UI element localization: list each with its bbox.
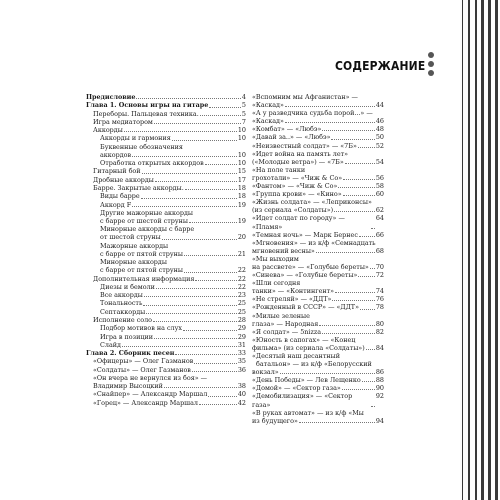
toc-entry-page-number: 90: [375, 384, 384, 393]
toc-left-entry: [86, 176, 246, 184]
toc-entry-label: «Рожденный в СССР» — «ДДТ»: [252, 303, 359, 312]
toc-right-entry: [252, 190, 384, 198]
toc-entry-page-number: 80: [375, 319, 384, 328]
toc-right-entry: [252, 352, 384, 376]
toc-entry-label: Дополнительная информация: [93, 274, 195, 283]
toc-entry-page-number: 10: [237, 159, 246, 168]
toc-entry-page-number: 4: [241, 93, 246, 101]
dot-leader: [334, 206, 375, 212]
dot-leader: [143, 299, 236, 305]
toc-entry-label-line: «Шли сегодня: [252, 279, 301, 288]
toc-entry-page-number: 18: [237, 192, 246, 201]
dot-leader: [358, 142, 375, 148]
toc-entry-label: от шестой струны: [100, 233, 161, 242]
toc-right-entry: [252, 384, 384, 392]
toc-entry-page-number: 33: [237, 349, 246, 358]
toc-left-entry: [86, 134, 246, 142]
toc-right-entry: [252, 295, 384, 303]
toc-left-entry: [86, 349, 246, 357]
toc-entry-page-number: 52: [375, 141, 384, 150]
toc-right-entry: [252, 133, 384, 141]
toc-left-entry: [86, 126, 246, 134]
toc-entry-page-number: 40: [237, 390, 246, 399]
toc-entry-label: «Солдаты» — Олег Газманов: [93, 365, 191, 374]
toc-entry-label: Виды барре: [100, 192, 140, 201]
toc-entry-label: «Я солдат» — 5nizza: [252, 327, 322, 336]
decorative-dots: [428, 52, 436, 79]
toc-entry-page-number: 5: [241, 101, 246, 110]
toc-entry-page-number: 29: [237, 324, 246, 333]
toc-entry-page-number: 58: [375, 182, 384, 191]
toc-entry-label-line: «В руках автомат» — из к/ф «Мы: [252, 408, 364, 417]
dot-leader: [195, 275, 237, 281]
dot-leader: [205, 159, 237, 165]
toc-right-entry: [252, 93, 384, 109]
toc-entry-label: Дробные аккорды: [93, 175, 154, 184]
toc-entry-label-line: «А у разведчика судьба порой...» —: [252, 109, 373, 118]
dot-leader: [189, 217, 237, 223]
toc-entry-label: Глава 1. Основы игры на гитаре: [86, 101, 209, 110]
toc-entry-label-line: «На поле танки: [252, 165, 306, 174]
toc-right-entry: [252, 392, 384, 408]
dot-leader: [371, 214, 375, 228]
toc-entry-label: Гитарный бой: [93, 167, 141, 176]
toc-entry-label: Исполнение соло: [93, 316, 153, 324]
toc-entry-label: «Давай за..» — «Любэ»: [252, 133, 331, 142]
toc-entry-label-line: «Мы выходим: [252, 254, 299, 263]
toc-entry-label: Все аккорды: [100, 291, 143, 300]
dot-leader: [199, 399, 237, 405]
dot-leader: [141, 192, 237, 198]
toc-right-entry: [252, 336, 384, 352]
toc-entry-page-number: 19: [237, 200, 246, 209]
dot-leader: [338, 182, 374, 188]
toc-entry-page-number: 94: [375, 416, 384, 425]
toc-entry-label: «Синева» — «Голубые береты»: [252, 271, 358, 280]
toc-entry-label: Отработка открытых аккордов: [100, 159, 204, 168]
toc-entry-page-number: 15: [237, 167, 246, 176]
toc-entry-label: «Фантом» — «Чиж & Со»: [252, 182, 338, 191]
toc-left-entry: [86, 324, 246, 332]
toc-left-entry: [86, 101, 246, 109]
dot-leader: [122, 341, 237, 347]
dot-leader: [331, 133, 374, 139]
toc-entry-page-number: 48: [375, 125, 384, 134]
toc-entry-label-line: «Вспомним мы Афганистан» —: [252, 93, 358, 101]
toc-entry-page-number: 22: [237, 274, 246, 283]
dot-leader: [155, 176, 237, 182]
toc-entry-page-number: 84: [375, 343, 384, 352]
toc-entry-page-number: 62: [375, 206, 384, 215]
toc-entry-page-number: 92: [375, 392, 384, 401]
toc-entry-label: Переборы. Пальцевая техника.: [93, 109, 199, 118]
toc-entry-label-line: «Десятый наш десантный: [252, 352, 340, 360]
dot-leader: [132, 201, 237, 207]
toc-entry-label: Слайд: [100, 340, 121, 349]
toc-entry-page-number: 60: [375, 190, 384, 199]
toc-left-entry: [86, 192, 246, 200]
dot-leader: [162, 233, 237, 239]
toc-left-entry: [86, 258, 246, 274]
toc-entry-page-number: 56: [375, 173, 384, 182]
dot-leader: [154, 118, 241, 124]
toc-entry-page-number: 19: [237, 217, 246, 226]
toc-entry-label: Игра медиатором: [93, 117, 153, 126]
toc-right-entry: [252, 303, 384, 311]
toc-left-entry: [86, 225, 246, 241]
toc-left-entry: [86, 291, 246, 299]
toc-entry-label: «Группа крови» — «Кино»: [252, 190, 342, 199]
dot-leader: [136, 93, 240, 99]
toc-right-entry: [252, 150, 384, 166]
toc-right-entry: [252, 125, 384, 133]
toc-entry-page-number: 7: [241, 117, 246, 126]
toc-entry-label: Владимир Высоцкий: [93, 382, 163, 391]
toc-entry-label: вокзал»: [252, 368, 279, 377]
dot-leader: [200, 110, 241, 116]
toc-entry-page-number: 38: [237, 382, 246, 391]
toc-entry-label: Септаккорды: [100, 307, 146, 316]
toc-entry-label: «Домой» — «Сектор газа»: [252, 384, 341, 393]
toc-entry-label: (из сериала «Солдаты»): [252, 206, 334, 215]
dot-leader: [342, 384, 375, 390]
toc-entry-label: «Горец» — Александр Маршал: [93, 398, 198, 407]
toc-right-entry: [252, 142, 384, 150]
toc-entry-label: Аккорды: [93, 126, 123, 135]
dot-leader: [154, 333, 237, 339]
toc-left-entry: [86, 242, 246, 258]
toc-entry-label: грохотали» — «Чиж & Со»: [252, 173, 343, 182]
toc-left-entry: [86, 390, 246, 398]
toc-entry-label: из будущего»: [252, 416, 298, 425]
toc-entry-label-line: Буквенные обозначения: [100, 142, 183, 151]
dot-leader: [370, 263, 375, 269]
toc-entry-label: Аккорды и гармония: [100, 134, 171, 143]
toc-left-entry: [86, 118, 246, 126]
toc-left-entry: [86, 374, 246, 390]
toc-entry-page-number: 46: [375, 117, 384, 126]
toc-entry-label: Барре. Закрытые аккорды.: [93, 184, 184, 193]
toc-right-entry: [252, 255, 384, 271]
toc-left-entry: [86, 357, 246, 365]
toc-entry-label: «Демобилизация» — «Сектор газа»: [252, 392, 353, 409]
toc-entry-page-number: 10: [237, 126, 246, 135]
toc-entry-label: на рассвете» — «Голубые береты»: [252, 262, 369, 271]
dot-leader: [343, 174, 375, 180]
toc-left-entry: [86, 184, 246, 192]
toc-entry-label: («Молодые ветра») — «7Б»: [252, 157, 344, 166]
toc-entry-label-line: Минорные аккорды: [100, 258, 167, 267]
toc-entry-label: Аккорд F: [100, 200, 132, 209]
toc-entry-page-number: 42: [237, 398, 246, 407]
toc-entry-label: Тональность: [100, 299, 143, 308]
toc-right-entry: [252, 231, 384, 239]
page-title: СОДЕРЖАНИЕ: [335, 58, 426, 73]
dot-leader: [358, 271, 374, 277]
toc-left-entry: [86, 316, 246, 324]
toc-entry-page-number: 50: [375, 133, 384, 142]
toc-entry-page-number: 17: [237, 175, 246, 184]
toc-right-entry: [252, 376, 384, 384]
dot-leader: [366, 344, 375, 350]
dot-leader: [322, 328, 375, 334]
dot-leader: [124, 126, 237, 132]
toc-right-entry: [252, 279, 384, 295]
toc-left-entry: [86, 143, 246, 159]
dot-leader: [319, 320, 375, 326]
toc-right-entry: [252, 312, 384, 328]
toc-entry-page-number: 64: [375, 214, 384, 223]
toc-entry-page-number: 21: [237, 249, 246, 258]
toc-entry-label: «День Победы» — Лев Лещенко: [252, 376, 361, 385]
toc-entry-page-number: 78: [375, 303, 384, 312]
toc-entry-page-number: 31: [237, 340, 246, 349]
toc-entry-page-number: 25: [237, 307, 246, 316]
toc-left-entry: [86, 93, 246, 101]
toc-right-entry: [252, 214, 384, 230]
toc-left-entry: [86, 283, 246, 291]
toc-entry-label: «Снайпер» — Александр Маршал: [93, 390, 208, 399]
dot-leader: [185, 184, 237, 190]
toc-entry-page-number: 66: [375, 230, 384, 239]
toc-entry-label: с барре от пятой струны: [100, 249, 183, 258]
toc-right-entry: [252, 166, 384, 182]
toc-left-entry: [86, 159, 246, 167]
toc-entry-label-line: Мажорные аккорды: [100, 241, 169, 250]
toc-left-entry: [86, 201, 246, 209]
toc-entry-label: «Каскад»: [252, 101, 284, 110]
toc-left-entry: [86, 399, 246, 407]
toc-entry-label: Предисловие: [86, 93, 136, 101]
toc-entry-page-number: 25: [237, 299, 246, 308]
toc-entry-label-line: Другие мажорные аккорды: [100, 208, 193, 217]
toc-entry-label: «Темная ночь» — Марк Бернес: [252, 230, 358, 239]
toc-left-entry: [86, 275, 246, 283]
toc-entry-label: Игра в позиции: [100, 332, 153, 341]
toc-entry-label-line: Минорные аккорды с барре: [100, 225, 195, 234]
toc-entry-label-line: «Юность в сапогах» — «Конец: [252, 335, 356, 344]
toc-right-entry: [252, 271, 384, 279]
toc-entry-label-line: «Жизнь солдата» — «Леприконсы»: [252, 198, 372, 207]
toc-right-entry: [252, 328, 384, 336]
toc-entry-label: «Офицеры» — Олег Газманов: [93, 357, 194, 366]
toc-entry-label-line: «Милые зеленые: [252, 311, 310, 320]
toc-entry-label: мгновений весны»: [252, 246, 315, 255]
toc-entry-page-number: 36: [237, 365, 246, 374]
toc-entry-label: Диезы и бемоли: [100, 282, 155, 291]
dot-leader: [280, 368, 375, 374]
toc-left-entry: [86, 110, 246, 118]
toc-entry-label: с барре от шестой струны: [100, 217, 188, 226]
dot-leader: [164, 382, 237, 388]
dot-leader: [335, 287, 375, 293]
dot-leader: [183, 324, 237, 330]
toc-entry-page-number: 22: [237, 266, 246, 275]
dot-leader: [360, 303, 375, 309]
dot-leader: [146, 308, 237, 314]
toc-entry-label: «Каскад»: [252, 117, 284, 126]
toc-entry-label: «Идет солдат по городу» — «Пламя»: [252, 214, 345, 231]
toc-entry-page-number: 23: [237, 291, 246, 300]
toc-entry-label-line: батальон» — из к/ф «Белорусский: [256, 360, 372, 369]
toc-entry-label-line: «Мгновения» — из к/ф «Семнадцать: [252, 238, 376, 247]
dot-leader: [156, 283, 237, 289]
toc-entry-label: «Неизвестный солдат» — «7Б»: [252, 141, 357, 150]
toc-entry-page-number: 76: [375, 295, 384, 304]
dot-leader: [316, 247, 375, 253]
dot-leader: [345, 158, 375, 164]
toc-left-entry: [86, 299, 246, 307]
toc-right-entry: [252, 239, 384, 255]
dot-leader: [175, 349, 236, 355]
toc-entry-page-number: 68: [375, 246, 384, 255]
toc-entry-page-number: 22: [237, 282, 246, 291]
dot-leader: [371, 392, 375, 406]
toc-entry-page-number: 54: [375, 157, 384, 166]
dot-leader: [343, 190, 375, 196]
dot-leader: [184, 266, 237, 272]
toc-entry-page-number: 88: [375, 376, 384, 385]
dot-leader: [142, 167, 237, 173]
dot-leader: [172, 134, 237, 140]
dot-leader: [192, 366, 237, 372]
toc-entry-label: аккордов: [100, 150, 132, 159]
toc-entry-label-line: «Он вчера не вернулся из боя» —: [93, 374, 208, 383]
toc-left-entry: [86, 333, 246, 341]
toc-entry-label: Глава 2. Сборник песен: [86, 349, 175, 358]
decorative-side-stripes: [448, 0, 500, 500]
dot-leader: [299, 417, 375, 423]
dot-leader: [332, 295, 374, 301]
dot-leader: [194, 357, 237, 363]
toc-entry-page-number: 28: [237, 316, 246, 324]
toc-right-entry: [252, 109, 384, 125]
dot-leader: [285, 117, 375, 123]
dot-leader: [285, 101, 375, 107]
toc-left-entry: [86, 209, 246, 225]
toc-entry-page-number: 5: [241, 109, 246, 118]
toc-left-entry: [86, 341, 246, 349]
toc-entry-label: «Не стреляй» — «ДДТ»: [252, 295, 332, 304]
toc-entry-label: с барре от пятой струны: [100, 266, 183, 275]
toc-entry-label: глаза» — Народная: [252, 319, 319, 328]
toc-entry-page-number: 74: [375, 287, 384, 296]
toc-entry-label: фильма» (из сериала «Солдаты»): [252, 343, 365, 352]
toc-left-column: [86, 93, 246, 407]
toc-entry-page-number: 29: [237, 332, 246, 341]
toc-entry-page-number: 72: [375, 271, 384, 280]
dot-leader: [208, 390, 237, 396]
toc-right-entry: [252, 409, 384, 425]
toc-entry-page-number: 44: [375, 101, 384, 110]
toc-entry-label-line: «Идет война на память лет»: [252, 149, 349, 158]
dot-leader: [153, 316, 237, 322]
toc-left-entry: [86, 366, 246, 374]
toc-entry-page-number: 82: [375, 327, 384, 336]
toc-right-entry: [252, 182, 384, 190]
toc-entry-page-number: 10: [237, 150, 246, 159]
toc-entry-page-number: 18: [237, 184, 246, 193]
toc-entry-page-number: 70: [375, 262, 384, 271]
toc-entry-label: «Комбат» — «Любэ»: [252, 125, 322, 134]
toc-left-entry: [86, 308, 246, 316]
dot-leader: [209, 101, 241, 107]
toc-right-column: [252, 93, 384, 425]
dot-leader: [144, 291, 237, 297]
toc-entry-label: танки» — «Контингент»: [252, 287, 335, 296]
toc-entry-page-number: 86: [375, 368, 384, 377]
dot-leader: [362, 376, 375, 382]
dot-leader: [184, 250, 237, 256]
dot-leader: [322, 125, 374, 131]
toc-entry-page-number: 35: [237, 357, 246, 366]
dot-leader: [132, 151, 237, 157]
toc-entry-page-number: 10: [237, 134, 246, 143]
dot-leader: [359, 231, 375, 237]
toc-left-entry: [86, 167, 246, 175]
toc-entry-page-number: 20: [237, 233, 246, 242]
toc-right-entry: [252, 198, 384, 214]
toc-entry-label: Подбор мотивов на слух: [100, 324, 182, 333]
